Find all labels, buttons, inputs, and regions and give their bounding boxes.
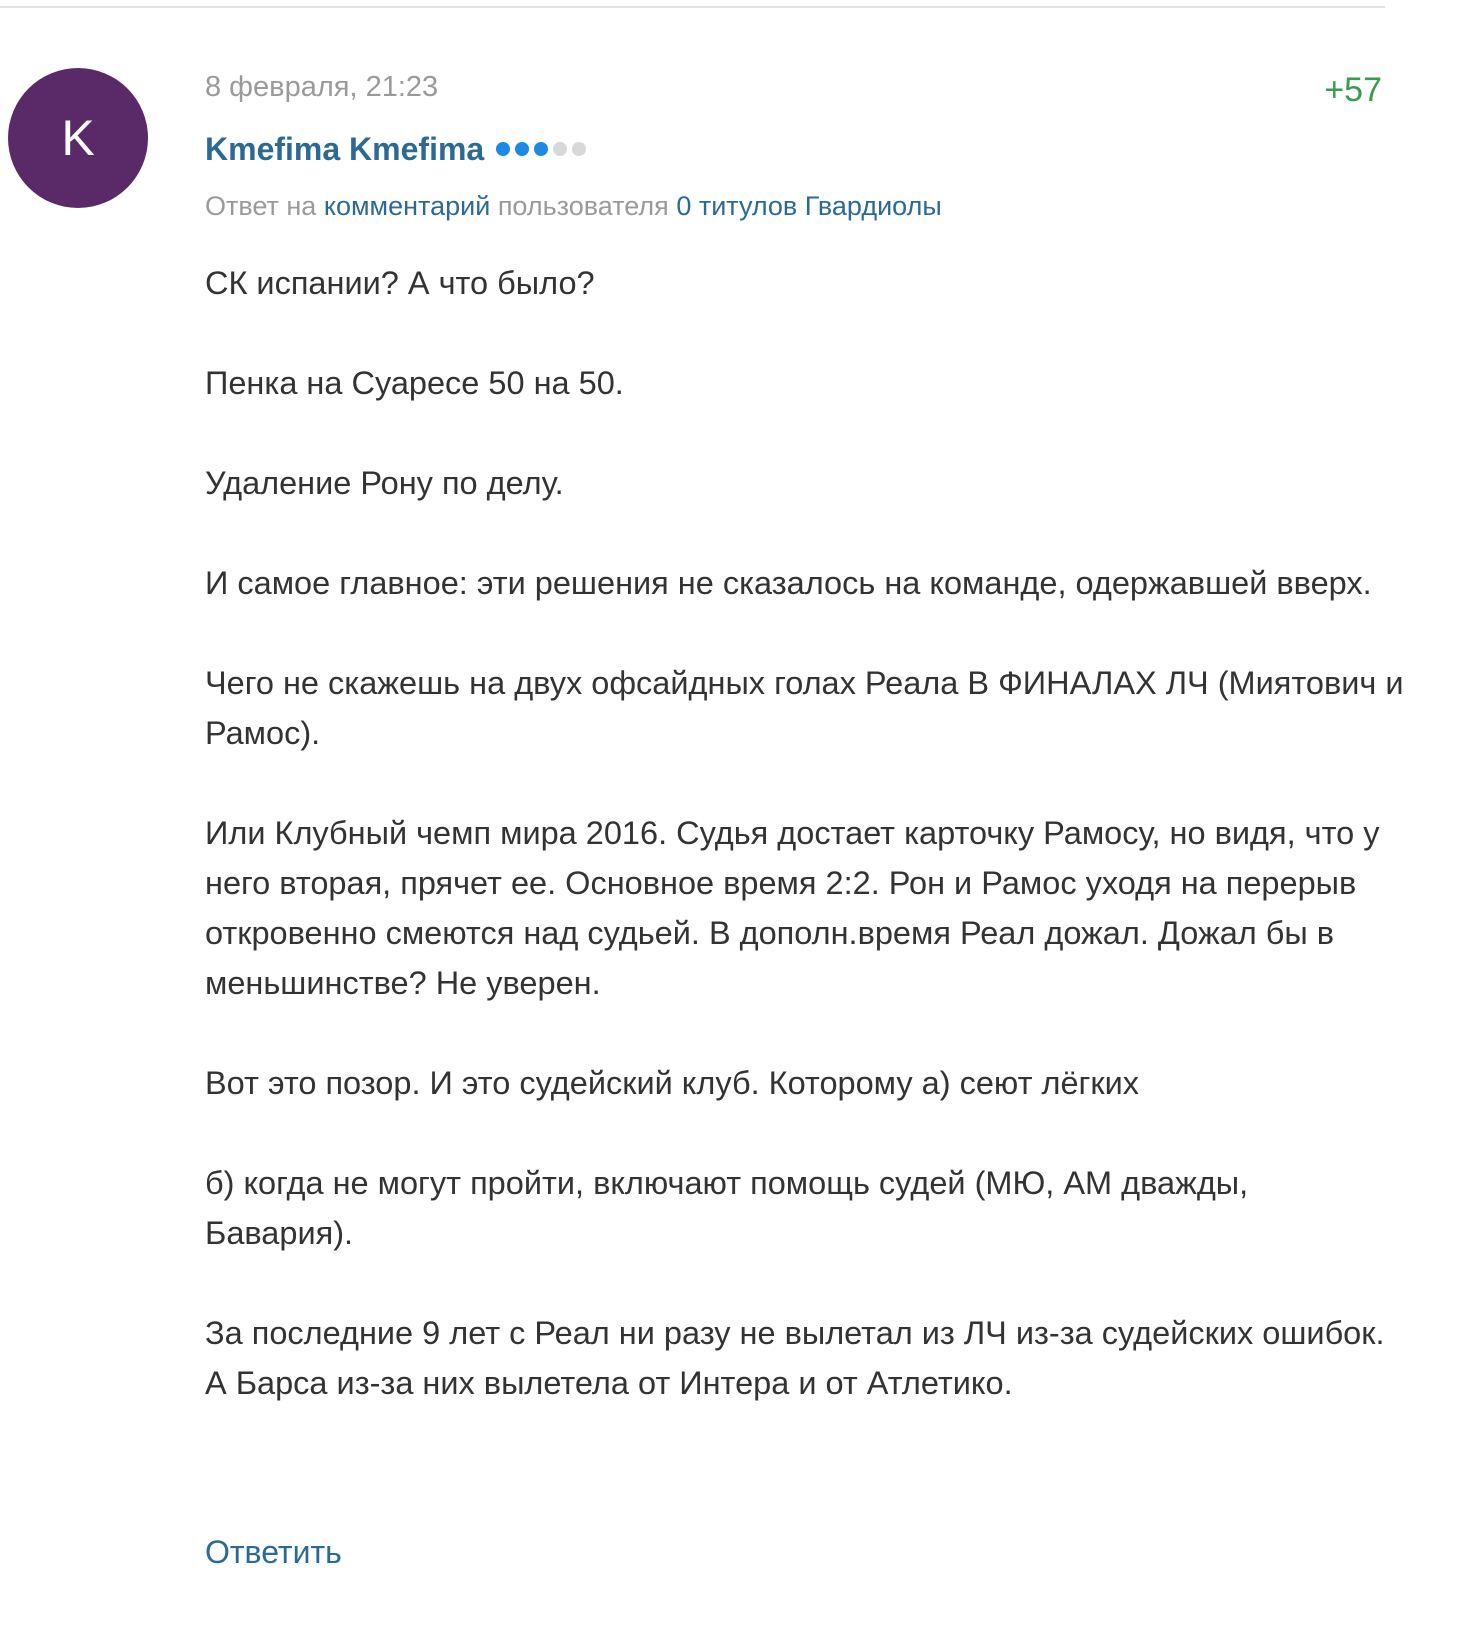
comment-paragraph: Удаление Рону по делу. [205, 465, 564, 501]
level-dot-filled [534, 142, 548, 156]
comment-paragraph: За последние 9 лет с Реал ни разу не вылетал из ЛЧ из-за судейских ошибок. А Барса из-за них вылетела от Интера и от Атлетико. [205, 1315, 1385, 1401]
author-name[interactable]: Kmefima Kmefima [205, 131, 485, 167]
user-level-indicator [496, 142, 591, 156]
comment-paragraph: И самое главное: эти решения не сказалось на команде, одержавшей вверх. [205, 565, 1372, 601]
comment-paragraph: Вот это позор. И это судейский клуб. Которому а) сеют лёгких [205, 1065, 1140, 1101]
comment-body [205, 258, 1405, 1458]
comment-paragraph: СК испании? А что было? [205, 265, 595, 301]
level-dot-empty [553, 142, 567, 156]
reply-to-middle: пользователя [497, 191, 669, 221]
level-dot-filled [496, 142, 510, 156]
reply-to-prefix: Ответ на [205, 191, 317, 221]
comment-date: 8 февраля, 21:23 [205, 71, 439, 103]
comment-paragraph: Пенка на Суаресе 50 на 50. [205, 365, 624, 401]
level-dot-filled [515, 142, 529, 156]
author-row [205, 128, 591, 170]
comment-rating[interactable]: +57 [1324, 71, 1382, 109]
avatar-letter: K [61, 110, 95, 166]
comment-paragraph: Чего не скажешь на двух офсайдных голах Реала В ФИНАЛАХ ЛЧ (Миятович и Рамос). [205, 665, 1404, 751]
reply-to-user-link[interactable]: 0 титулов Гвардиолы [676, 191, 942, 221]
reply-to-comment-link[interactable]: комментарий [323, 191, 491, 221]
reply-to-line [205, 188, 942, 224]
comment-paragraph: Или Клубный чемп мира 2016. Судья достает карточку Рамосу, но видя, что у него вторая, прячет ее. Основное время 2:2. Рон и Рамос уходя на перерыв откровенно смеются над судьей. В дополн.время Реал дожал. Дожал бы в меньшинстве? Не уверен. [205, 815, 1380, 1001]
reply-button[interactable]: Ответить [205, 1534, 342, 1570]
level-dot-empty [572, 142, 586, 156]
avatar[interactable] [8, 68, 148, 208]
comment-paragraph: б) когда не могут пройти, включают помощь судей (МЮ, АМ дважды, Бавария). [205, 1165, 1249, 1251]
